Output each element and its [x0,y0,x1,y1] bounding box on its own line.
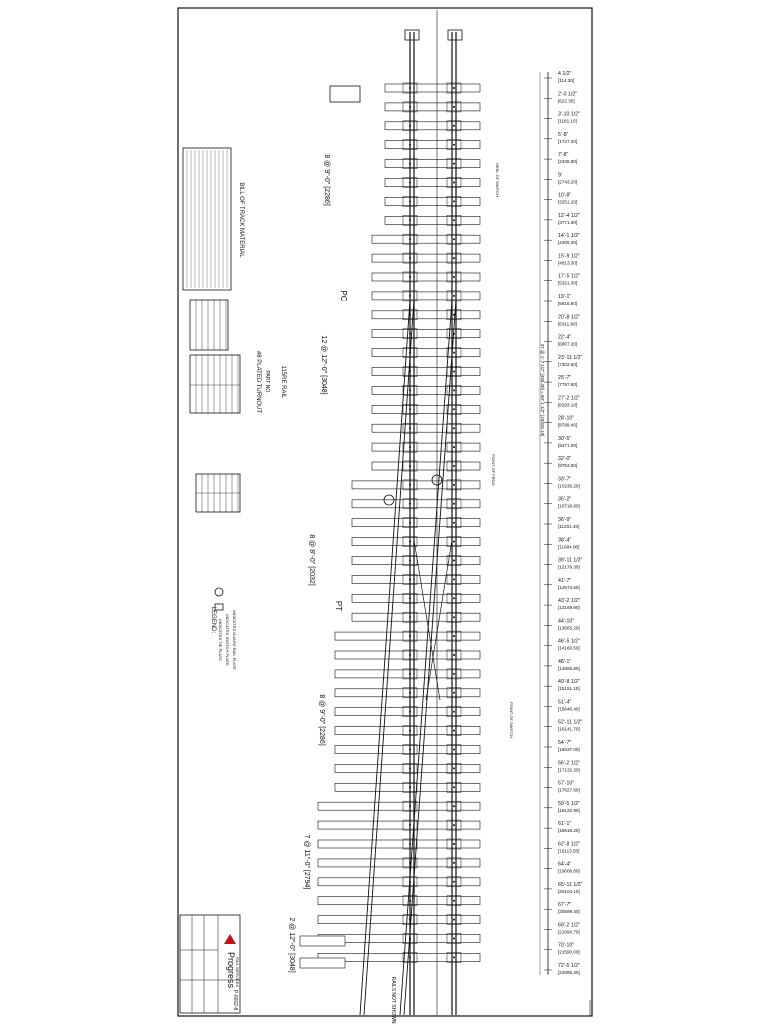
station-label: 12'-4 1/2" [558,212,580,219]
station-label: 2'-0 1/2" [558,91,577,98]
station-label: 72'-5 1/2" [558,963,580,969]
station-label: 46'-5 1/2" [558,638,580,645]
bill-of-material [183,148,244,290]
label-pt: PT [334,600,343,612]
rail-note: RAILS NOT SHOWN [390,976,396,1024]
tie-layout [300,83,480,968]
heel-note: HEEL OF SWITCH [495,163,500,197]
station-label: 70'-10" [558,942,575,949]
tie [335,746,480,754]
frog-note: POINT OF FROG [491,454,496,486]
company-sub: RAIL SERVICES [235,956,240,988]
station-label: 43'-2 1/2" [558,598,580,605]
station-metric: [16141.70] [558,726,580,732]
station-label: 52'-11 1/2" [558,719,583,726]
station-metric: [15151.10] [558,686,580,692]
station-metric: [4305.30] [558,240,578,246]
station-label: 28'-10" [558,415,575,422]
tie [335,764,480,772]
station-metric: [8293.10] [558,402,578,408]
station-metric: [11201.40] [558,524,580,529]
tie [335,632,480,640]
tie [372,235,480,243]
station-label: 44'-10" [558,618,575,625]
station-dimensions [540,71,583,975]
tie [372,349,480,357]
tie [335,727,480,735]
station-label: 64'-4" [558,861,572,868]
tie [385,122,480,130]
tie [385,216,480,224]
station-label: 39'-11 1/2" [558,557,583,564]
station-metric: [17627.60] [558,787,580,793]
station-label: 10'-8" [558,192,572,199]
station-metric: [9271.00] [558,442,578,448]
station-label: 32'-0" [558,456,572,463]
station-metric: [15646.40] [558,706,580,712]
legend-1: INDICATES TIE PLATE [218,619,223,661]
station-label: 33'-7" [558,476,572,483]
spacing-label-1: 2 @ 12"-0" [3048] [288,917,295,973]
station-label: 30'-5" [558,435,572,442]
tie [335,783,480,791]
station-metric: [14655.80] [558,665,580,671]
station-metric: [114.30] [558,78,575,83]
spacing-label-3: 8 @ 9"-0" [2286] [318,694,325,746]
station-label: 14'-1 1/2" [558,233,580,240]
station-metric: [2743.20] [558,179,578,185]
station-metric: [18122.90] [558,807,580,813]
part-table [190,351,286,413]
station-label: 57'-10" [558,780,575,787]
company-name: Progress [226,951,236,989]
tie [385,179,480,187]
tie [372,462,480,470]
tie [385,141,480,149]
station-label: 3'-10 1/2" [558,111,580,118]
station-label: 17'-5 1/2" [558,273,580,280]
tie [372,405,480,413]
station-metric: [17132.30] [558,767,580,773]
tie [385,197,480,205]
station-label: 25'-7" [558,375,572,382]
station-label: 20'-8 1/2" [558,314,580,321]
tie [335,708,480,716]
station-metric: [21094.70] [558,929,580,935]
station-label: 38'-4" [558,537,572,544]
station-label: 67'-7" [558,902,572,909]
title-block [180,915,240,1013]
spacing-label-5: 12 @ 12"-0" [3048] [320,335,327,395]
turnout-part: PART NO. [264,370,270,394]
station-label: 69'-2 1/2" [558,922,580,929]
tie [372,443,480,451]
station-metric: [12179.30] [558,564,580,570]
station-metric: [10718.80] [558,503,580,509]
station-metric: [19608.80] [558,868,580,874]
company-logo [224,934,236,944]
legend-2: INDICATES SWITCH PLATE [225,614,230,666]
station-label: 7'-8" [558,152,569,159]
station-metric: [11684.00] [558,544,580,550]
station-label: 54'-7" [558,740,572,746]
station-metric: [5816.60] [558,301,578,306]
tie [385,84,480,92]
station-metric: [13169.90] [558,605,580,611]
turnout-rail: 115RE RAIL [280,365,286,399]
station-metric: [21590.00] [558,949,580,955]
station-metric: [20104.10] [558,888,580,894]
tie [385,160,480,168]
tie [372,386,480,394]
tie [372,330,480,338]
station-metric: [5321.30] [558,280,578,286]
station-metric: [622.30] [558,98,575,104]
station-label: 36'-9" [558,517,572,523]
spacing-label-4: 8 @ 8"-0" [2032] [308,534,315,586]
station-metric: [14160.50] [558,645,580,651]
station-metric: [10236.20] [558,483,580,489]
station-metric: [6807.20] [558,341,578,347]
station-label: 23'-11 1/2" [558,354,583,361]
tie [335,651,480,659]
station-label: 65'-11 1/2" [558,881,583,888]
station-metric: [7302.50] [558,361,578,367]
station-label: 35'-2" [558,496,572,503]
station-label: 61'-1" [558,821,572,828]
station-metric: [19113.50] [558,848,580,854]
station-label: 62'-8 1/2" [558,841,580,848]
station-label: 27'-2 1/2" [558,395,580,402]
station-metric: [22085.30] [558,970,580,975]
dimension-note: 37 @ 1'-7 1/2" [495.30] = 60'-1 1/2" [18326.10] [540,343,545,437]
station-metric: [4813.30] [558,260,578,266]
station-label: 19'-1" [558,294,572,300]
station-metric: [9753.60] [558,463,578,469]
plate-table [190,300,228,350]
station-label: 15'-9 1/2" [558,253,580,260]
station-label: 56'-2 1/2" [558,760,580,767]
bom-title: BILL OF TRACK MATERIAL [238,182,244,258]
legend-3: INDICATES GUARD RAIL PLATE [232,610,237,670]
tie [335,670,480,678]
station-label: 5'-8" [558,131,569,138]
station-label: 59'-5 1/2" [558,800,580,807]
tie [372,424,480,432]
spacing-label-2: 7 @ 11"-0" [2794] [303,834,310,890]
station-metric: [13665.20] [558,625,580,631]
drawing-number: P-0002-8 [232,989,238,1011]
tie [372,254,480,262]
turnout-title: #8 PLATED TURNOUT [255,350,261,414]
station-metric: [6311.90] [558,321,577,327]
small-table [196,474,240,512]
station-metric: [1727.20] [558,138,578,144]
tie [372,292,480,300]
station-label: 49'-8 1/2" [558,679,580,686]
tie [372,311,480,319]
station-metric: [3771.90] [558,219,578,225]
legend-title: LEGEND: [210,606,216,634]
station-metric: [3251.20] [558,199,578,205]
station-label: 22'-4" [558,334,572,341]
station-label: 51'-4" [558,699,572,706]
station-label: 9' [558,172,562,179]
toe-note: POINT OF SWITCH [509,702,514,738]
station-label: 41'-7" [558,577,572,584]
station-label: 48'-1" [558,658,572,665]
station-metric: [16637.00] [558,747,580,752]
spacing-label-6: 8 @ 9"-0" [2286] [323,154,330,206]
label-pc: PC [339,290,348,302]
station-metric: [7797.80] [558,382,578,388]
station-metric: [1181.10] [558,118,577,124]
tie [372,273,480,281]
station-metric: [2336.80] [558,159,578,165]
tie [385,103,480,111]
station-metric: [12674.60] [558,584,580,590]
legend [210,588,237,670]
tie [335,689,480,697]
tie [372,368,480,376]
station-metric: [18618.20] [558,828,580,834]
station-metric: [20599.40] [558,909,580,915]
station-label: 4 1/2" [558,71,572,77]
station-metric: [8788.40] [558,422,578,428]
